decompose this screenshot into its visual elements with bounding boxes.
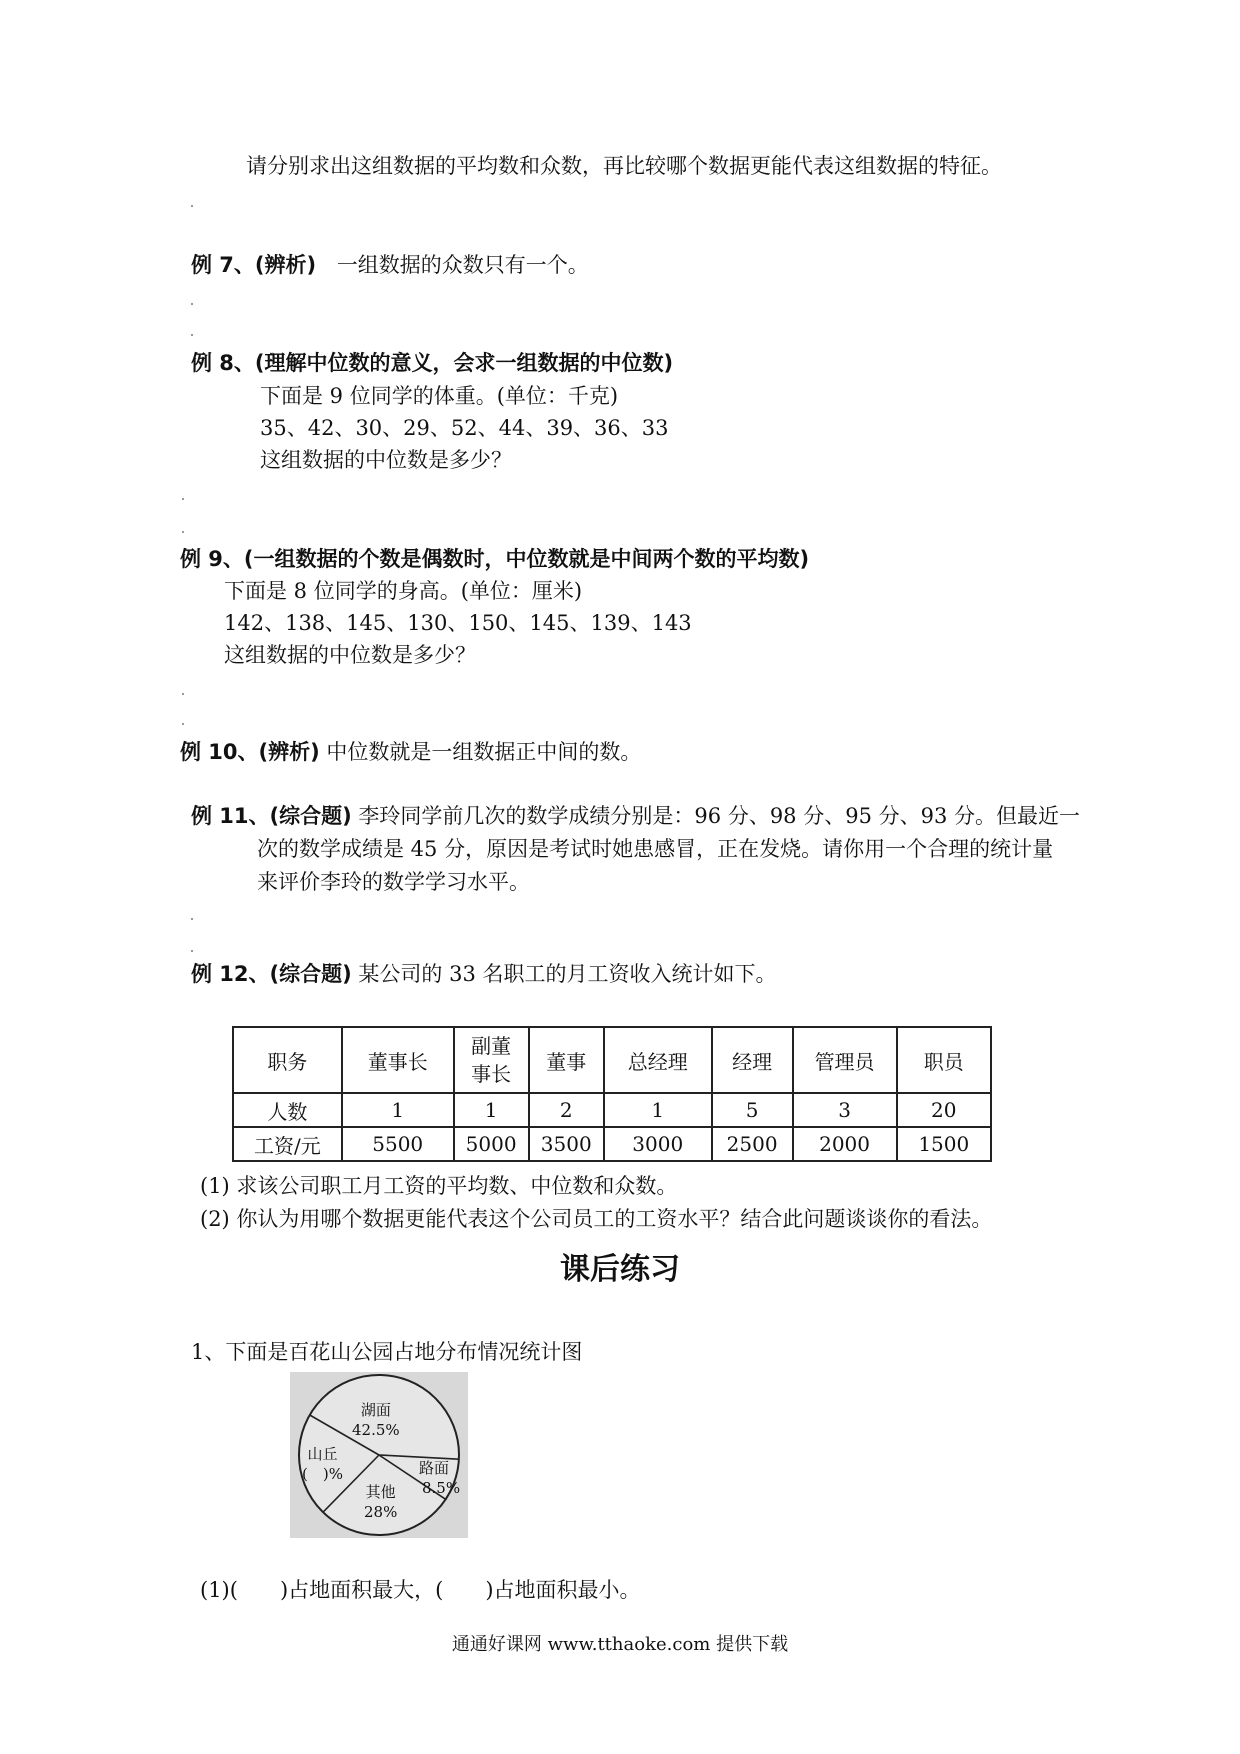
table-cell: 5500 [342,1127,454,1161]
exercise-1-title: 1、下面是百花山公园占地分布情况统计图 [191,1340,583,1364]
margin-dot [182,693,184,695]
table-cell: 1 [454,1093,529,1127]
pie-label-lake-value: 42.5% [352,1421,400,1439]
margin-dot [191,205,193,207]
table-cell: 5000 [454,1127,529,1161]
table-row [233,1093,991,1127]
example-9-title: 例 9、(一组数据的个数是偶数时，中位数就是中间两个数的平均数) [180,547,810,571]
intro-text: 请分别求出这组数据的平均数和众数，再比较哪个数据更能代表这组数据的特征。 [246,154,1002,178]
example-11-line-2: 次的数学成绩是 45 分，原因是考试时她患感冒，正在发烧。请你用一个合理的统计量 [257,837,1054,861]
table-row-label: 工资/元 [233,1127,342,1161]
table-header-cell: 职务 [233,1027,342,1093]
table-cell: 20 [897,1093,991,1127]
table-cell: 2 [529,1093,604,1127]
example-10-body: 中位数就是一组数据正中间的数。 [326,740,642,764]
table-header-cell: 管理员 [793,1027,897,1093]
table-header-cell: 职员 [897,1027,991,1093]
pie-label-hill-name: 山丘 [307,1445,338,1463]
pie-label-other [364,1482,397,1522]
margin-dot [182,723,184,725]
exercise-1-question: (1)( )占地面积最大，( )占地面积最小。 [200,1578,641,1602]
example-12-question-2: (2) 你认为用哪个数据更能代表这个公司员工的工资水平？结合此问题谈谈你的看法。 [200,1207,993,1231]
table-header-cell: 董事长 [342,1027,454,1093]
pie-chart [290,1372,468,1538]
table-header-cell [454,1027,529,1093]
example-10 [180,736,641,768]
margin-dot [191,918,193,920]
example-7-title: 例 7、(辨析) [191,253,317,277]
table-header-cell: 经理 [712,1027,793,1093]
pie-label-road-name: 路面 [419,1459,450,1477]
example-7-body: 一组数据的众数只有一个。 [336,253,589,277]
pie-label-road-value: 8.5% [422,1479,461,1497]
example-11-title: 例 11、(综合题) [191,804,352,828]
example-8-title: 例 8、(理解中位数的意义，会求一组数据的中位数) [191,351,674,375]
table-cell: 3000 [604,1127,712,1161]
example-11-body-1: 李玲同学前几次的数学成绩分别是：96 分、98 分、95 分、93 分。但最近一 [358,804,1081,828]
example-8-line-1: 下面是 9 位同学的体重。(单位：千克) [260,384,619,408]
table-cell: 1500 [897,1127,991,1161]
example-12-body: 某公司的 33 名职工的月工资收入统计如下。 [358,962,777,986]
table-cell: 1 [342,1093,454,1127]
margin-dot [191,303,193,305]
table-cell: 3 [793,1093,897,1127]
table-header-cell: 董事 [529,1027,604,1093]
table-row [233,1127,991,1161]
example-9-line-1: 下面是 8 位同学的身高。(单位：厘米) [224,579,583,603]
pie-label-other-name: 其他 [365,1483,396,1501]
pie-label-other-value: 28% [364,1503,398,1521]
table-header-vice-line-2: 事长 [471,1062,512,1086]
table-cell: 2500 [712,1127,793,1161]
pie-label-lake-name: 湖面 [360,1401,391,1419]
table-cell: 3500 [529,1127,604,1161]
example-11-line-1 [191,800,1080,832]
pie-label-road [408,1458,460,1498]
pie-label-lake [352,1400,400,1440]
example-11-line-3: 来评价李玲的数学学习水平。 [257,870,530,894]
pie-label-hill [302,1444,343,1484]
pie-label-hill-value: ( )% [302,1465,343,1483]
table-header-vice-line-1: 副董 [471,1034,512,1058]
salary-table [232,1026,992,1162]
footer-text: 通通好课网 www.tthaoke.com 提供下载 [451,1634,789,1655]
margin-dot [182,531,184,533]
example-12 [191,958,777,990]
section-heading: 课后练习 [560,1252,680,1287]
example-9-question: 这组数据的中位数是多少？ [224,643,476,667]
example-10-title: 例 10、(辨析) [180,740,320,764]
example-7 [191,249,589,281]
example-9-data: 142、138、145、130、150、145、139、143 [224,611,692,635]
table-cell: 1 [604,1093,712,1127]
table-cell: 2000 [793,1127,897,1161]
margin-dot [182,498,184,500]
margin-dot [191,950,193,952]
margin-dot [191,334,193,336]
example-8-data: 35、42、30、29、52、44、39、36、33 [260,416,669,440]
example-12-question-1: (1) 求该公司职工月工资的平均数、中位数和众数。 [200,1174,678,1198]
example-12-title: 例 12、(综合题) [191,962,352,986]
table-header-row [233,1027,991,1093]
example-8-question: 这组数据的中位数是多少？ [260,448,512,472]
table-cell: 5 [712,1093,793,1127]
table-row-label: 人数 [233,1093,342,1127]
table-header-cell: 总经理 [604,1027,712,1093]
